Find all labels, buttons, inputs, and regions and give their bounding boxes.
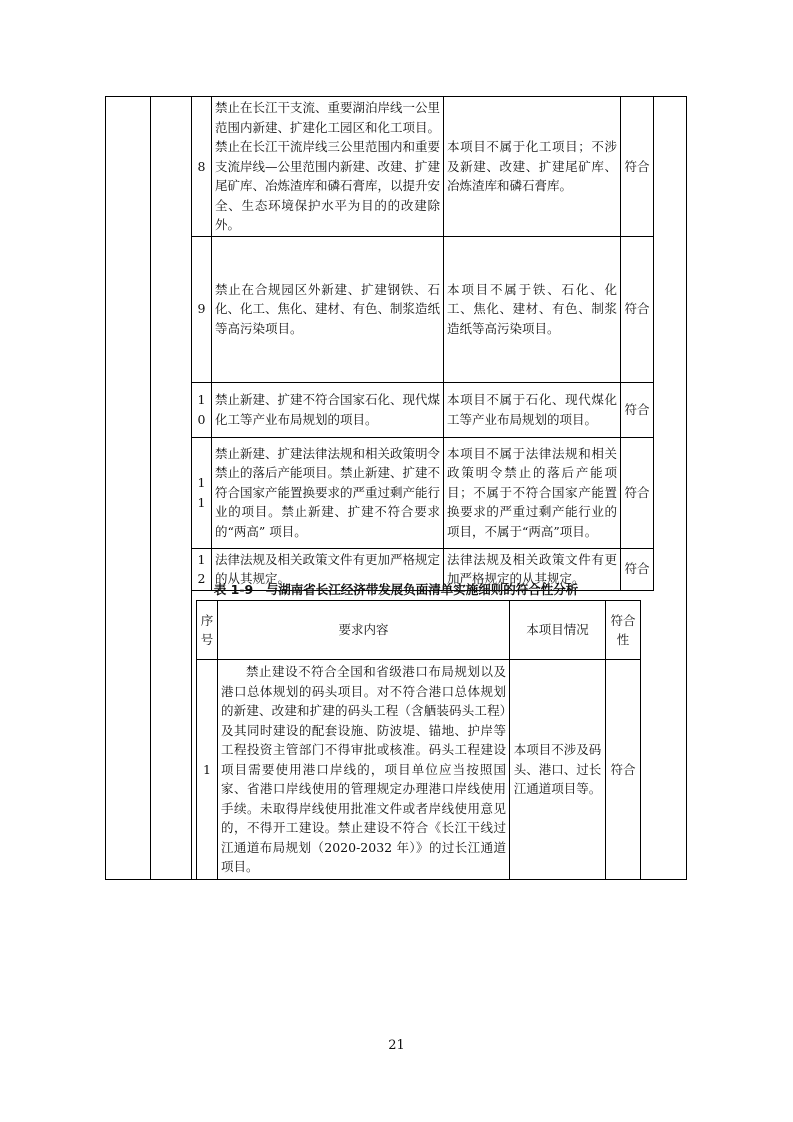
result-cell: 符合 (621, 236, 654, 382)
requirement-cell: 禁止建设不符合全国和省级港口布局规划以及港口总体规划的码头项目。对不符合港口总体规划的新建、改建和扩建的码头工程（含舾装码头工程）及其同时建设的配套设施、防波堤、锚地、护岸等工程投资主管部门不得审批或核准。码头工程建设项目需要使用港口岸线的，项目单位应当按照国家、省港口岸线使用的管理规定办理港口岸线使用手续。未取得岸线使用批准文件或者岸线使用意见的，不得开工建设。禁止建设不符合《长江干线过江通道布局规划（2020-2032 年）》的过长江通道项目。 (218, 660, 510, 880)
header-result: 符合性 (606, 601, 641, 660)
hunan-negative-list-table (196, 600, 641, 880)
table-row (197, 660, 641, 880)
table-caption: 表 1-9 与湖南省长江经济带发展负面清单实施细则的符合性分析 (213, 582, 579, 597)
situation-cell: 本项目不属于铁、石化、化工、焦化、建材、有色、制浆造纸等高污染项目。 (444, 236, 621, 382)
result-cell: 符合 (606, 660, 641, 880)
situation-cell: 本项目不属于石化、现代煤化工等产业布局规划的项目。 (444, 382, 621, 437)
table-row (192, 382, 654, 437)
situation-cell: 本项目不属于化工项目；不涉及新建、改建、扩建尾矿库、冶炼渣库和磷石膏库。 (444, 97, 621, 237)
result-cell: 符合 (621, 437, 654, 548)
situation-cell: 本项目不属于法律法规和相关政策明令禁止的落后产能项目；不属于不符合国家产能置换要求的严重过剩产能行业的项目，不属于“两高”项目。 (444, 437, 621, 548)
row-number: 1 (197, 660, 218, 880)
row-number: 8 (192, 97, 212, 237)
row-number: 10 (192, 382, 212, 437)
situation-cell: 法律法规及相关政策文件有更加严格规定的从其规定。 (444, 548, 621, 590)
row-number: 11 (192, 437, 212, 548)
negative-list-table-continued (191, 96, 654, 591)
requirement-cell: 法律法规及相关政策文件有更加严格规定的从其规定。 (212, 548, 444, 590)
table-row (192, 236, 654, 382)
table-row (192, 97, 654, 237)
page-number: 21 (388, 1038, 405, 1053)
outer-column-divider (150, 96, 151, 880)
requirement-cell: 禁止在合规园区外新建、扩建钢铁、石化、化工、焦化、建材、有色、制浆造纸等高污染项目。 (212, 236, 444, 382)
table-row (192, 437, 654, 548)
row-number: 12 (192, 548, 212, 590)
result-cell: 符合 (621, 548, 654, 590)
situation-cell: 本项目不涉及码头、港口、过长江通道项目等。 (510, 660, 606, 880)
row-number: 9 (192, 236, 212, 382)
table-header-row (197, 601, 641, 660)
requirement-cell: 禁止在长江干支流、重要湖泊岸线一公里范围内新建、扩建化工园区和化工项目。禁止在长江干流岸线三公里范围内和重要支流岸线—公里范围内新建、改建、扩建尾矿库、冶炼渣库和磷石膏库，以提升安全、生态环境保护水平为目的的改建除外。 (212, 97, 444, 237)
requirement-cell: 禁止新建、扩建法律法规和相关政策明令禁止的落后产能项目。禁止新建、扩建不符合国家产能置换要求的严重过剩产能行业的项目。禁止新建、扩建不符合要求的“两高” 项目。 (212, 437, 444, 548)
header-num: 序号 (197, 601, 218, 660)
header-requirement: 要求内容 (218, 601, 510, 660)
result-cell: 符合 (621, 382, 654, 437)
result-cell: 符合 (621, 97, 654, 237)
header-situation: 本项目情况 (510, 601, 606, 660)
requirement-cell: 禁止新建、扩建不符合国家石化、现代煤化工等产业布局规划的项目。 (212, 382, 444, 437)
